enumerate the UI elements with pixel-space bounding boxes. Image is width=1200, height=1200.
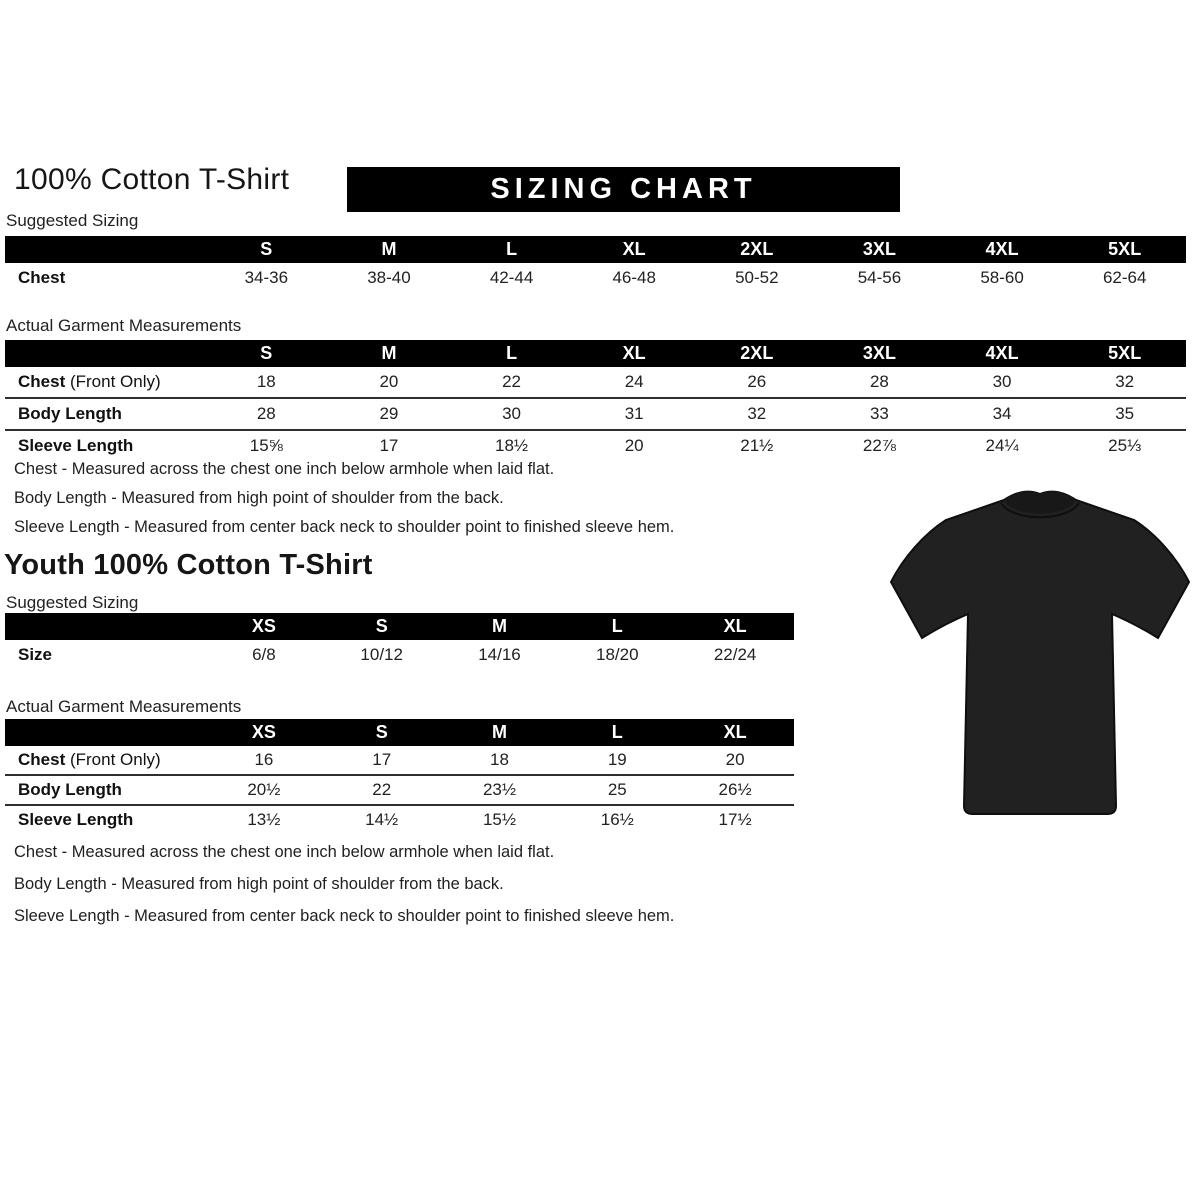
measurement-cell: 28 [256,404,276,423]
size-column-header: M [491,722,507,742]
measurement-cell: 30 [502,404,522,423]
note-line: Chest - Measured across the chest one inch below armhole when laid flat. [14,843,555,861]
youth-title: Youth 100% Cotton T-Shirt [4,549,373,581]
measurement-cell: 18½ [495,436,529,455]
youth-actual-measurements-table [5,719,794,834]
youth-actual-measurements-label: Actual Garment Measurements [6,697,242,716]
measurement-cell: 6/8 [252,645,276,664]
adult-measurement-notes [14,460,814,547]
measurement-cell: 32 [1115,372,1135,391]
note-line: Body Length - Measured from high point of shoulder from the back. [14,875,504,893]
row-label: Body Length [18,404,122,423]
measurement-cell: 35 [1115,404,1135,423]
size-column-header: 2XL [740,239,774,259]
measurement-cell: 14/16 [478,645,521,664]
table-row [5,806,794,834]
measurement-cell: 42-44 [489,268,534,287]
adult-suggested-sizing-table [5,236,1186,293]
measurement-cell: 29 [379,404,399,423]
size-column-header: 5XL [1108,343,1142,363]
size-column-header: XS [251,616,276,636]
youth-suggested-sizing-label: Suggested Sizing [6,593,139,612]
size-column-header: S [375,616,388,636]
youth-suggested-sizing-table [5,613,794,670]
table-row [5,746,794,776]
size-column-header: L [506,343,518,363]
page-title: 100% Cotton T-Shirt [14,163,290,196]
measurement-cell: 22 [502,372,522,391]
measurement-cell: 33 [869,404,889,423]
table-row [5,236,1186,263]
table-row [5,613,794,640]
measurement-cell: 34 [992,404,1012,423]
measurement-cell: 23½ [482,780,517,799]
measurement-cell: 22⅞ [862,436,896,455]
measurement-cell: 30 [992,372,1012,391]
size-column-header: XL [723,616,747,636]
measurement-cell: 10/12 [360,645,403,664]
measurement-cell: 28 [869,372,889,391]
tshirt-body [891,492,1189,814]
measurement-cell: 25⅓ [1108,436,1142,455]
measurement-cell: 46-48 [612,268,656,287]
measurement-cell: 17 [379,436,399,455]
measurement-cell: 34-36 [244,268,289,287]
measurement-cell: 19 [607,750,627,769]
measurement-cell: 20½ [247,780,281,799]
row-label: Chest (Front Only) [18,750,161,769]
measurement-cell: 22/24 [713,645,757,664]
row-label: Sleeve Length [18,810,134,829]
measurement-cell: 16½ [600,810,634,829]
size-column-header: 3XL [862,343,896,363]
table-row [5,340,1186,367]
size-column-header: XL [622,343,646,363]
size-column-header: M [381,343,397,363]
table-row [5,431,1186,461]
size-column-header: XS [251,722,276,742]
measurement-cell: 50-52 [735,268,779,287]
size-column-header: L [506,239,518,259]
size-column-header: 4XL [985,343,1019,363]
youth-measurement-notes [14,843,814,939]
measurement-cell: 26 [747,372,767,391]
measurement-cell: 18 [256,372,276,391]
measurement-cell: 32 [747,404,767,423]
size-column-header: M [381,239,397,259]
measurement-cell: 15⅝ [249,436,283,455]
measurement-cell: 20 [379,372,399,391]
size-column-header: L [611,722,623,742]
row-label: Chest [18,268,66,287]
note-line: Body Length - Measured from high point of shoulder from the back. [14,489,504,507]
measurement-cell: 58-60 [980,268,1024,287]
size-column-header: 3XL [862,239,896,259]
size-column-header: S [375,722,388,742]
size-column-header: 4XL [985,239,1019,259]
size-column-header: XL [723,722,747,742]
measurement-cell: 24¼ [985,436,1019,455]
row-label: Sleeve Length [18,436,134,455]
size-column-header: S [260,239,273,259]
size-column-header: 5XL [1108,239,1142,259]
table-row [5,719,794,746]
sizing-chart-banner: SIZING CHART [347,167,900,212]
note-line: Sleeve Length - Measured from center back neck to shoulder point to finished sleeve hem. [14,518,675,536]
measurement-cell: 16 [254,750,274,769]
table-row [5,776,794,806]
table-row [5,399,1186,431]
measurement-cell: 38-40 [367,268,411,287]
measurement-cell: 17 [372,750,392,769]
size-column-header: XL [622,239,646,259]
note-line: Sleeve Length - Measured from center back neck to shoulder point to finished sleeve hem. [14,907,675,925]
tshirt-product-image [880,468,1200,838]
measurement-cell: 25 [607,780,627,799]
adult-actual-measurements-label: Actual Garment Measurements [6,316,242,335]
measurement-cell: 13½ [247,810,281,829]
row-label: Size [18,645,53,664]
adult-suggested-sizing-label: Suggested Sizing [6,211,139,230]
note-line: Chest - Measured across the chest one inch below armhole when laid flat. [14,460,555,478]
measurement-cell: 15½ [482,810,517,829]
size-column-header: M [491,616,507,636]
size-column-header: 2XL [740,343,774,363]
measurement-cell: 22 [372,780,392,799]
measurement-cell: 62-64 [1102,268,1147,287]
measurement-cell: 18 [490,750,509,769]
measurement-cell: 20 [725,750,745,769]
row-label: Body Length [18,780,122,799]
measurement-cell: 21½ [740,436,774,455]
size-column-header: L [611,616,623,636]
measurement-cell: 54-56 [857,268,902,287]
measurement-cell: 14½ [365,810,399,829]
adult-actual-measurements-table [5,340,1186,461]
measurement-cell: 17½ [718,810,752,829]
size-column-header: S [260,343,273,363]
measurement-cell: 26½ [718,780,752,799]
table-row [5,640,794,670]
table-row [5,367,1186,399]
measurement-cell: 31 [624,404,644,423]
measurement-cell: 24 [624,372,644,391]
measurement-cell: 18/20 [596,645,639,664]
row-label: Chest (Front Only) [18,372,161,391]
tshirt-graphic [880,468,1200,838]
measurement-cell: 20 [624,436,644,455]
table-row [5,263,1186,293]
